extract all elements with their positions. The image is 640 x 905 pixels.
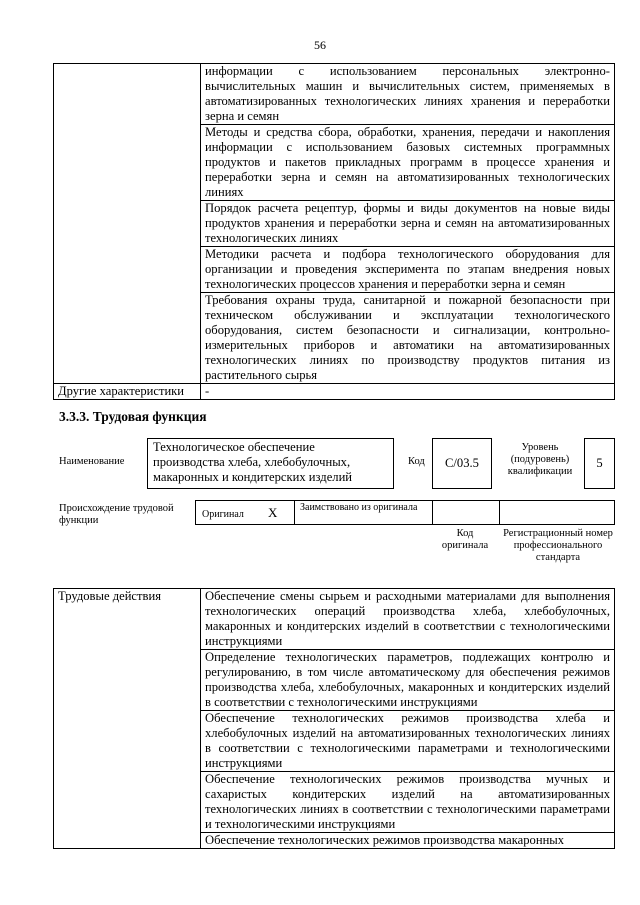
table-cell: информации с использованием персональных электронно-вычислительных машин и вычислительных систем, применяемых в автоматизированных технологических линиях хранения и переработки зерна и семян — [201, 64, 615, 125]
table-cell: Обеспечение технологических режимов производства макаронных — [201, 833, 615, 849]
table-cell: Требования охраны труда, санитарной и пожарной безопасности при техническом обслуживании и эксплуатации технологического оборудования, систем безопасности и сигнализации, контрольно-измерительных приборов и автоматики на автоматизированных технологических линиях по производству продуктов питания из растительного сырья — [201, 293, 615, 384]
divider — [294, 501, 295, 524]
borrowed-label: Заимствовано из оригинала — [300, 502, 418, 513]
function-name-box: Технологическое обеспечение производства хлеба, хлебобулочных, макаронных и кондитерских изделий — [147, 438, 394, 489]
table-cell: Методы и средства сбора, обработки, хранения, передачи и накопления информации с использованием базовых системных программных продуктов и пакетов прикладных программ в процессе хранения и переработки зерна и семян на автоматизированных технологических линиях — [201, 125, 615, 201]
divider — [499, 501, 500, 524]
code-label: Код — [408, 456, 425, 467]
labor-actions-label: Трудовые действия — [54, 589, 201, 849]
table-row — [54, 64, 615, 125]
code-value-box: С/03.5 — [432, 438, 492, 489]
original-mark: X — [268, 505, 278, 520]
table-label-cell — [54, 64, 201, 384]
origin-label: Происхождение трудовой функции — [59, 503, 174, 526]
section-title: 3.3.3. Трудовая функция — [59, 409, 207, 424]
labor-actions-table — [53, 588, 615, 849]
table-cell: Определение технологических параметров, подлежащих контролю и регулированию, в том числе автоматическому для обеспечения режимов производства хлеба, хлебобулочных, макаронных и кондитерских изделий в соответствии с технологическими инструкциями — [201, 650, 615, 711]
other-characteristics-label: Другие характеристики — [54, 384, 201, 400]
code-caption: Код оригинала — [441, 528, 489, 551]
table-row — [54, 384, 615, 400]
original-label: Оригинал — [202, 509, 244, 520]
knowledge-table — [53, 63, 615, 400]
name-label: Наименование — [59, 456, 125, 467]
page-number: 56 — [314, 38, 326, 52]
origin-row — [195, 500, 615, 525]
table-cell: Порядок расчета рецептур, формы и виды документов на новые виды продуктов хранения и переработки зерна и семян на автоматизированных технологических линиях — [201, 201, 615, 247]
level-value-box: 5 — [584, 438, 615, 489]
other-characteristics-value: - — [201, 384, 615, 400]
table-cell: Обеспечение технологических режимов производства хлеба и хлебобулочных изделий на автоматизированных технологических линиях в соответствии с технологическими параметрами и технологическими инструкциями — [201, 711, 615, 772]
divider — [432, 501, 433, 524]
registration-caption: Регистрационный номер профессионального стандарта — [503, 528, 613, 563]
table-row — [54, 589, 615, 650]
level-label: Уровень (подуровень) квалификации — [507, 442, 573, 477]
table-cell: Обеспечение технологических режимов производства мучных и сахаристых кондитерских изделий на автоматизированных технологических линиях в соответствии с технологическими параметрами и технологическими инструкциями — [201, 772, 615, 833]
table-cell: Обеспечение смены сырьем и расходными материалами для выполнения технологических операций производства хлеба, хлебобулочных, макаронных и кондитерских изделий в соответствии с технологическими инструкциями — [201, 589, 615, 650]
table-cell: Методики расчета и подбора технологического оборудования для организации и проведения эксперимента по этапам внедрения новых технологических процессов хранения и переработки зерна и семян — [201, 247, 615, 293]
